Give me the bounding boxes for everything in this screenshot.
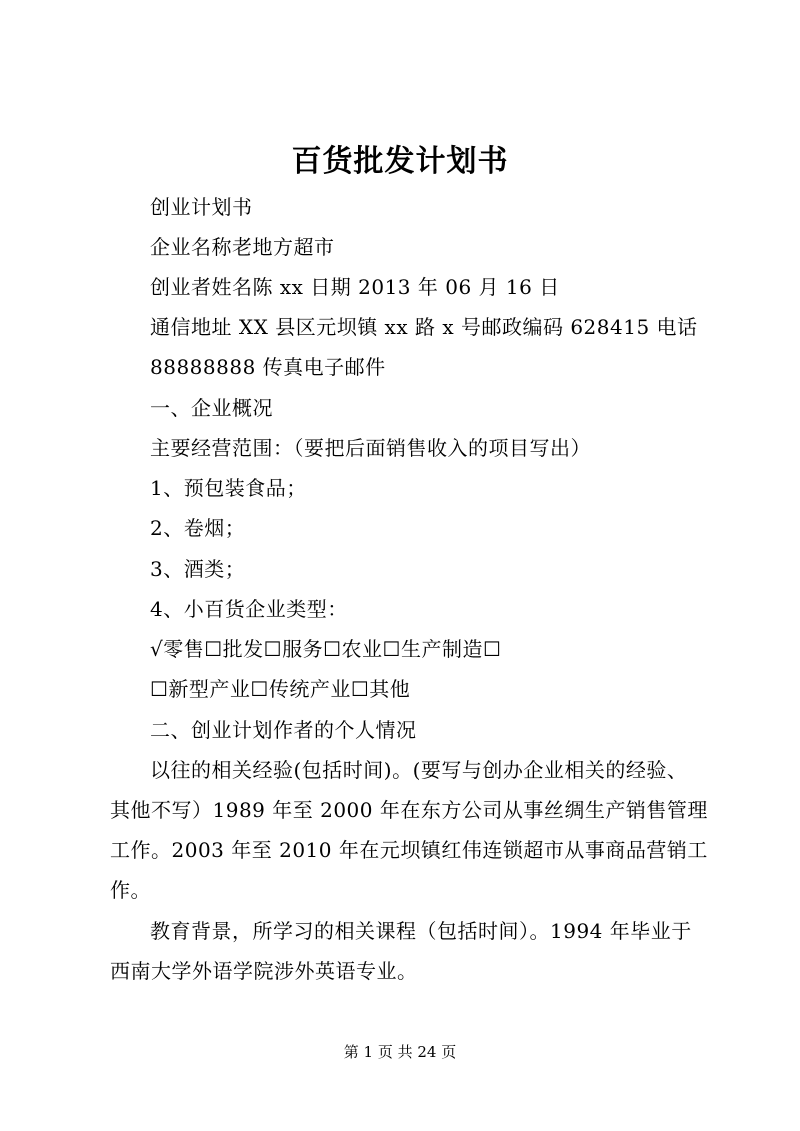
document-title: 百货批发计划书 [291,144,509,179]
text-line: 通信地址 XX 县区元坝镇 xx 路 x 号邮政编码 628415 电话 [150,315,698,339]
list-item: 2、卷烟； [150,516,246,540]
checkbox-line: ☐新型产业☐传统产业☐其他 [150,677,411,701]
list-item: 4、小百货企业类型： [150,597,348,621]
text-line: 88888888 传真电子邮件 [150,355,386,379]
page-footer: 第 1 页 共 24 页 [343,1043,457,1061]
section-heading: 一、企业概况 [150,396,273,420]
text-line: 作。 [110,878,151,902]
text-line: 以往的相关经验(包括时间)。(要写与创办企业相关的经验、 [150,758,688,782]
text-line: 企业名称老地方超市 [150,235,335,259]
checkbox-line: √零售☐批发☐服务☐农业☐生产制造☐ [150,637,502,661]
list-item: 1、预包装食品； [150,476,307,500]
text-line: 创业者姓名陈 xx 日期 2013 年 06 月 16 日 [150,275,560,299]
text-line: 主要经营范围：（要把后面销售收入的项目写出） [150,436,591,460]
text-line: 其他不写）1989 年至 2000 年在东方公司从事丝绸生产销售管理 [110,798,708,822]
text-line: 西南大学外语学院涉外英语专业。 [110,959,418,983]
section-heading: 二、创业计划作者的个人情况 [150,718,417,742]
text-line: 工作。2003 年至 2010 年在元坝镇红伟连锁超市从事商品营销工 [110,838,708,862]
text-line: 创业计划书 [150,195,253,219]
text-line: 教育背景，所学习的相关课程（包括时间）。1994 年毕业于 [150,919,692,943]
list-item: 3、酒类； [150,557,246,581]
